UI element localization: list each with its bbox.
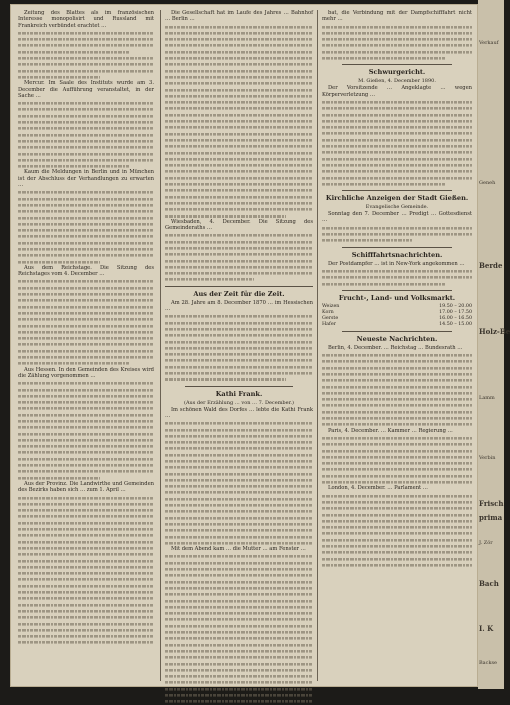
article-paragraph: Die Gesellschaft hat im Laufe des Jahres … Bahnhof … Berlin … [165, 10, 313, 23]
section-subheading: M. Gießen, 4. December 1890. [358, 78, 436, 85]
edge-fragment: Backse [479, 660, 498, 666]
column-rule [160, 10, 161, 681]
section-heading: Frucht-, Land- und Volksmarkt. [338, 293, 456, 302]
edge-fragment: prima [479, 513, 503, 522]
section-heading: Kirchliche Anzeigen der Stadt Gießen. [325, 194, 469, 203]
article-paragraph: bat, die Verbindung mit der Dampfschifffahrt nicht mehr … [322, 10, 472, 23]
article-paragraph: Kaum die Meldungen in Berlin und in München ist der Abschluss der Verhandlungen zu erwarten … [18, 169, 154, 189]
column-1 [18, 10, 154, 681]
section-subheading: (Aus der Erzählung … von … 7. December.) [184, 399, 294, 406]
edge-fragment: Bach [479, 579, 499, 588]
section-heading: Schifffahrtsnachrichten. [351, 250, 443, 259]
article-paragraph: London, 4. December. … Parlament … [328, 485, 428, 492]
article-paragraph: Mercur. Im Saale des Instituts wurde am 3. December die Aufführung veranstaltet, in der Sache … [18, 80, 154, 99]
market-row: Gerste 16.00 – 16.50 [322, 315, 472, 321]
edge-fragment: Berde [479, 261, 503, 270]
edge-fragment: Verbin [479, 455, 496, 461]
article-paragraph: Aus dem Reichstage. Die Sitzung des Reichstages vom 4. December … [18, 264, 154, 278]
article-paragraph: Mit dem Abend kam … die Mutter … am Fenster … [171, 546, 306, 553]
article-paragraph: Wiesbaden, 4. December. Die Sitzung des Gemeinderaths … [165, 218, 313, 232]
article-paragraph: Berlin, 4. December. … Reichstag … Bundesrath … [328, 344, 463, 351]
market-row: Korn 17.00 – 17.50 [322, 309, 472, 315]
article-paragraph: Paris, 4. December. … Kammer … Regierung … [328, 427, 453, 434]
market-table [322, 304, 472, 328]
article-paragraph: Aus der Provinz. Die Landwirthe und Gemeinden des Bezirks haben sich … zum 1. April … [18, 480, 154, 494]
edge-fragment: Geneh [479, 180, 496, 186]
section-heading: Kathi Frank. [215, 389, 263, 398]
market-row: Hafer 14.50 – 15.00 [322, 321, 472, 327]
section-heading: Schwurgericht. [368, 68, 426, 77]
column-3 [322, 10, 472, 681]
article-paragraph: Sonntag den 7. December … Predigt … Gottesdienst … [322, 211, 472, 224]
adjacent-page-edge [478, 0, 510, 689]
section-heading: Neueste Nachrichten. [356, 334, 438, 343]
edge-fragment: Holz-Be [479, 327, 510, 336]
market-row: Weizen 19.50 – 20.00 [322, 303, 472, 309]
article-paragraph: Der Vorsitzende … Angeklagte … wegen Körperverletzung … [322, 85, 472, 98]
article-paragraph: Am 28. Jahre am 8. December 1870 … im Hessischen … [165, 299, 313, 313]
column-2 [165, 10, 313, 681]
edge-fragment: Frisch [479, 499, 504, 508]
newspaper-page [10, 4, 478, 687]
edge-fragment: J. Zör [479, 540, 493, 546]
edge-fragment: Lamm [479, 395, 495, 401]
column-rule [317, 10, 318, 681]
article-paragraph: Zeitung des Blattes als im französischen Interesse monopolisirt und Russland mit Frankreich verbündet erachtet … [18, 10, 154, 29]
article-paragraph: Der Postdampfer … ist in New-York angekommen … [328, 260, 465, 267]
edge-fragment: I. K [479, 624, 494, 633]
edge-fragment: Verkauf [479, 40, 499, 46]
section-heading: Aus der Zeit für die Zeit. [193, 289, 285, 298]
article-paragraph: Aus Hessen. In den Gemeinden des Kreises wird die Zählung vorgenommen … [18, 366, 154, 379]
article-paragraph: Im schönen Wald des Dorfes … lebte die Kathi Frank … [165, 406, 313, 419]
section-subheading: Evangelische Gemeinde. [365, 204, 429, 211]
